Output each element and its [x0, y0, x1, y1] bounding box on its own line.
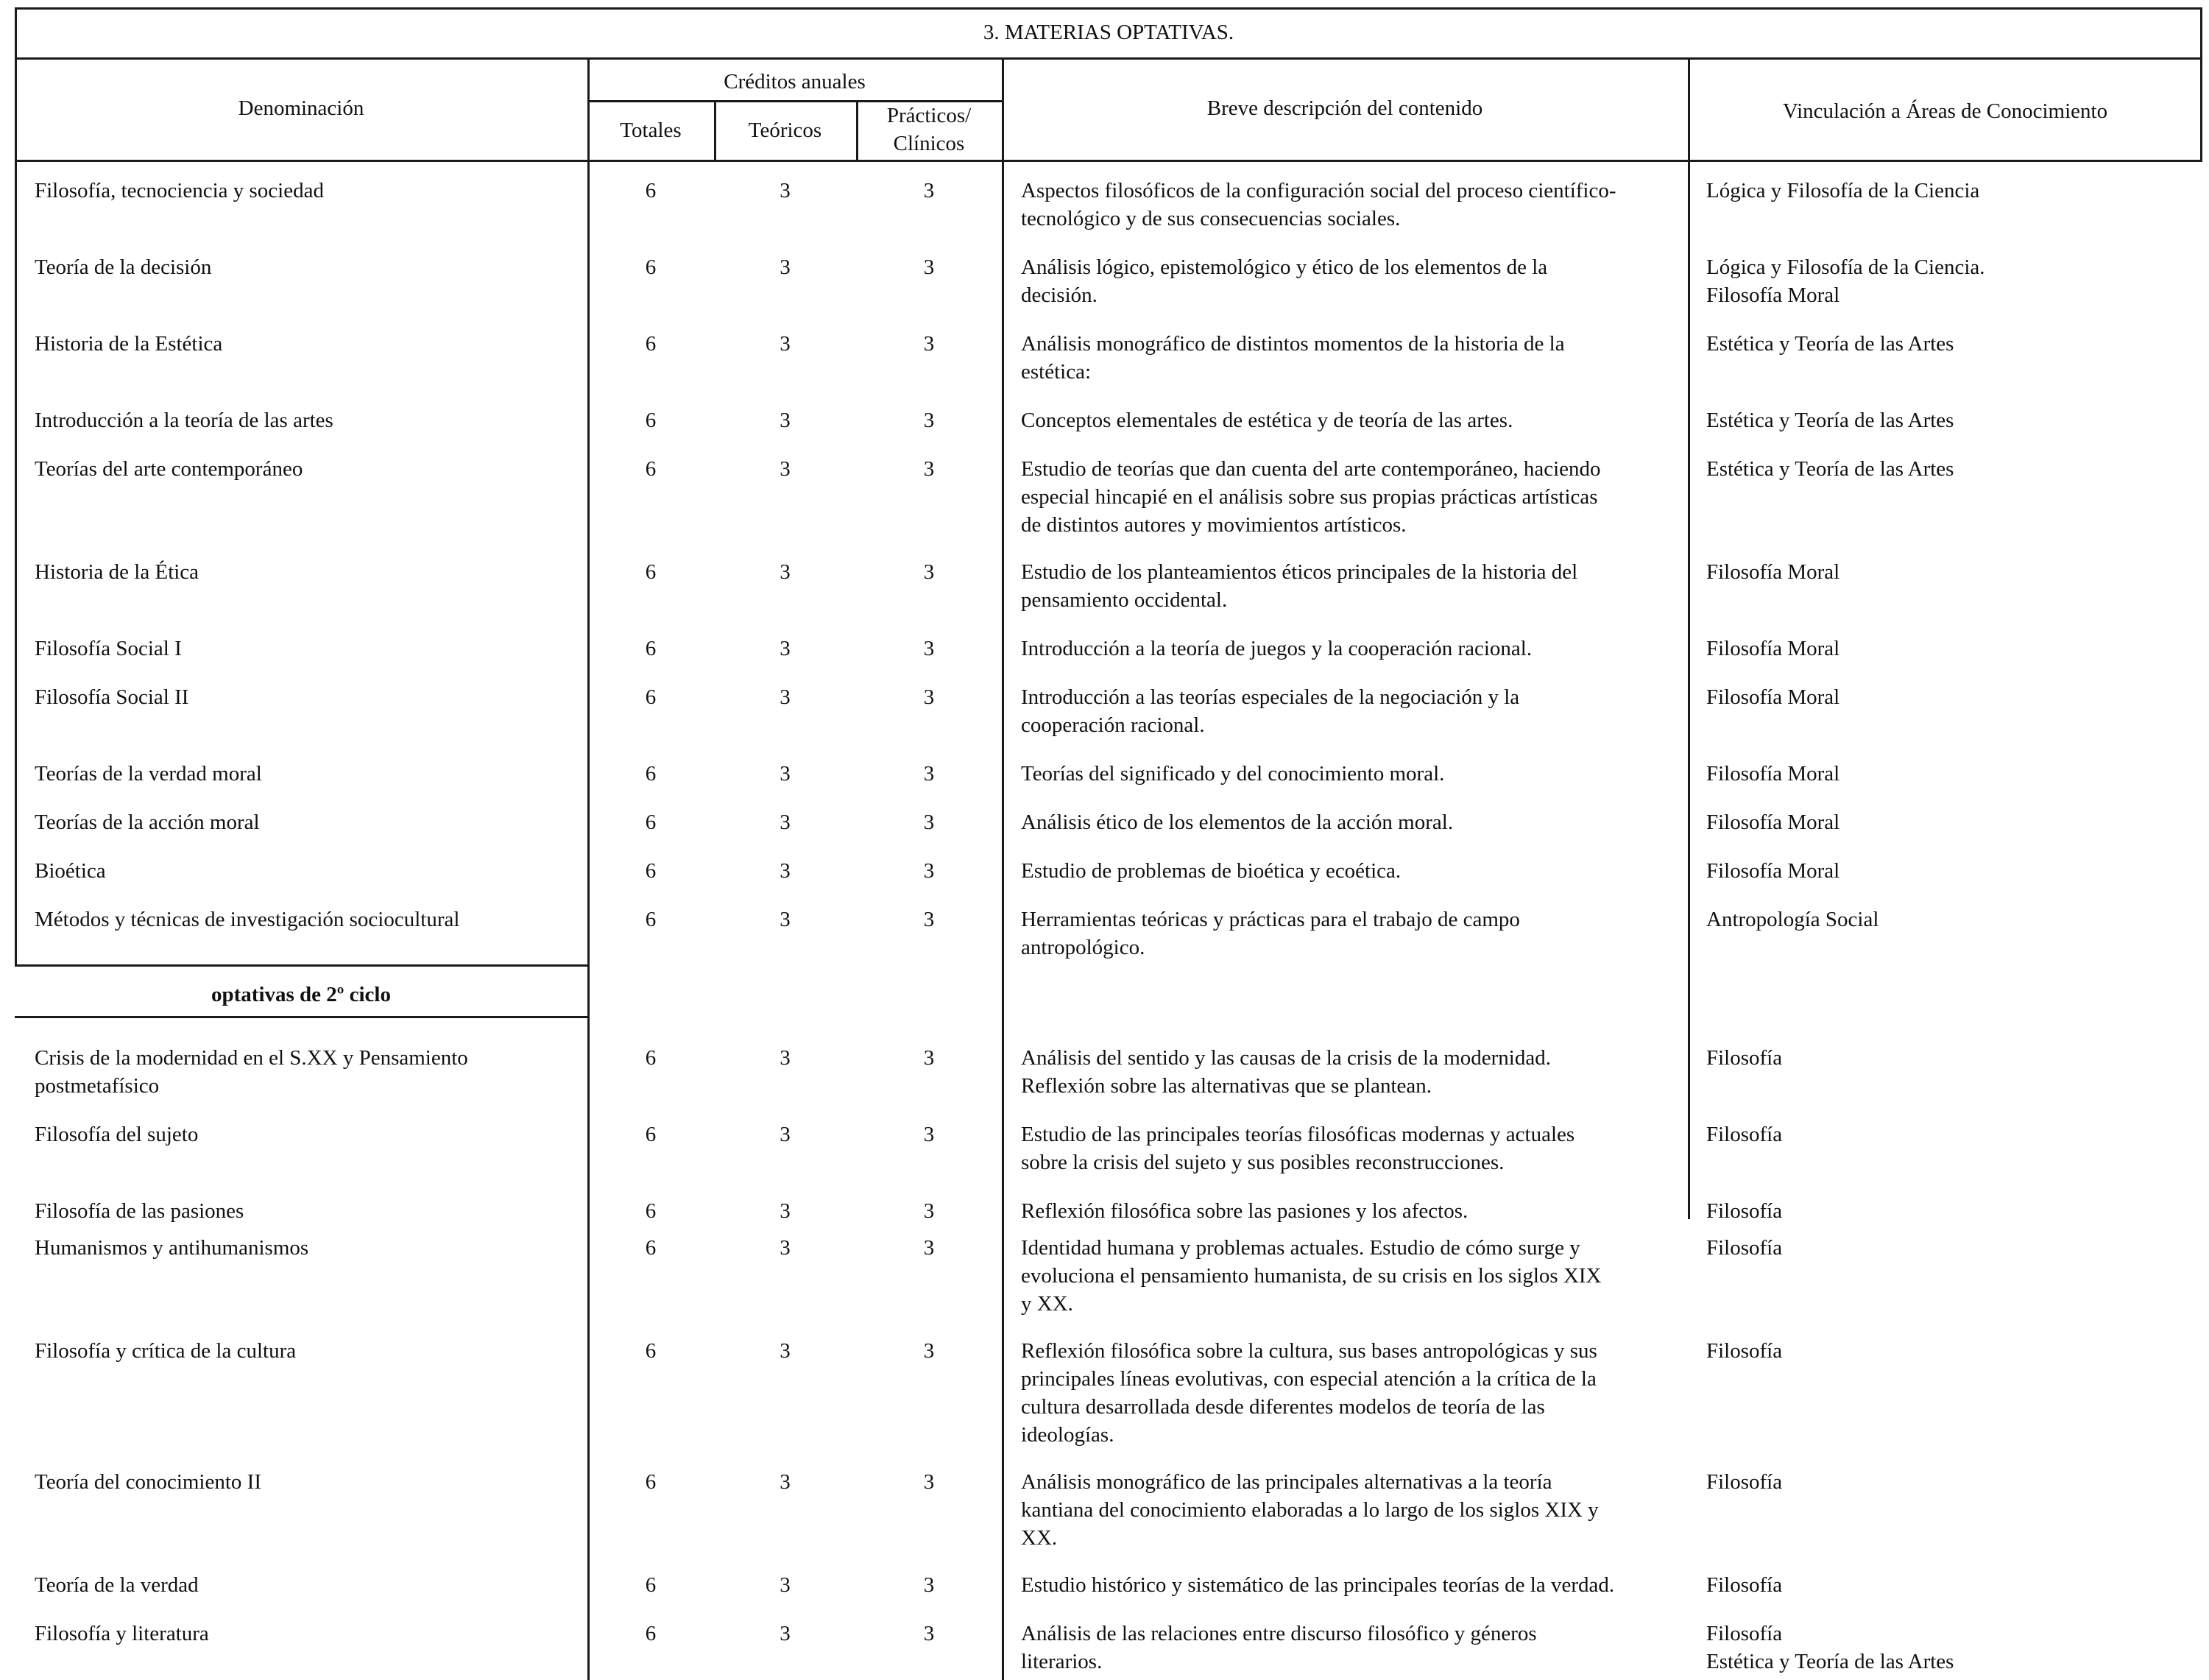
header-creditos: Créditos anuales — [724, 70, 866, 93]
cell-teoricos: 3 — [780, 255, 791, 279]
cell-descripcion: kantiana del conocimiento elaboradas a lo largo de los siglos XIX y — [1021, 1498, 1599, 1522]
cell-descripcion: sobre la crisis del sujeto y sus posibles reconstrucciones. — [1021, 1151, 1505, 1174]
header-practicos-line1: Prácticos/ — [886, 104, 972, 127]
cell-teoricos: 3 — [780, 859, 791, 883]
cell-descripcion: cooperación racional. — [1021, 713, 1205, 737]
cell-descripcion: ideologías. — [1021, 1423, 1114, 1447]
cell-teoricos: 3 — [780, 179, 791, 202]
cell-practicos: 3 — [923, 685, 935, 709]
cell-practicos: 3 — [923, 332, 935, 356]
cell-practicos: 3 — [923, 560, 935, 584]
header-descripcion: Breve descripción del contenido — [1206, 96, 1483, 120]
cell-denominacion: Teorías de la acción moral — [35, 811, 260, 834]
cell-totales: 6 — [645, 637, 657, 660]
cell-descripcion: Análisis monográfico de distintos momentos de la historia de la — [1021, 332, 1565, 356]
page-title: 3. MATERIAS OPTATIVAS. — [983, 21, 1234, 44]
cell-denominacion: postmetafísico — [35, 1074, 160, 1098]
cell-area: Estética y Teoría de las Artes — [1706, 409, 1954, 432]
cell-totales: 6 — [645, 762, 657, 786]
cell-teoricos: 3 — [780, 908, 791, 931]
rule-left — [15, 7, 17, 964]
cell-practicos: 3 — [923, 179, 935, 202]
cell-descripcion: de distintos autores y movimientos artísticos. — [1021, 513, 1407, 537]
cell-totales: 6 — [645, 1339, 657, 1363]
cell-denominacion: Teoría de la verdad — [35, 1573, 199, 1597]
cell-descripcion: Análisis monográfico de las principales alternativas a la teoría — [1021, 1470, 1552, 1494]
cell-practicos: 3 — [923, 637, 935, 660]
cell-totales: 6 — [645, 1046, 657, 1070]
cell-denominacion: Humanismos y antihumanismos — [35, 1236, 309, 1260]
cell-descripcion: especial hincapié en el análisis sobre sus propias prácticas artísticas — [1021, 485, 1598, 509]
cell-practicos: 3 — [923, 762, 935, 786]
cell-denominacion: Teoría del conocimiento II — [35, 1470, 261, 1494]
cell-area: Filosofía — [1706, 1046, 1783, 1070]
cell-descripcion: estética: — [1021, 360, 1092, 384]
header-totales: Totales — [620, 119, 682, 142]
header-teoricos: Teóricos — [748, 119, 822, 142]
cell-area: Filosofía Moral — [1706, 762, 1840, 786]
cell-teoricos: 3 — [780, 1046, 791, 1070]
cell-descripcion: Estudio de las principales teorías filosóficas modernas y actuales — [1021, 1123, 1575, 1146]
section-label-2-ciclo: optativas de 2º ciclo — [211, 983, 391, 1006]
cell-denominacion: Filosofía del sujeto — [35, 1123, 199, 1146]
cell-totales: 6 — [645, 908, 657, 931]
cell-descripcion: pensamiento occidental. — [1021, 588, 1228, 612]
cell-practicos: 3 — [923, 1236, 935, 1260]
cell-totales: 6 — [645, 1199, 657, 1223]
cell-teoricos: 3 — [780, 1199, 791, 1223]
cell-totales: 6 — [645, 859, 657, 883]
cell-practicos: 3 — [923, 1470, 935, 1494]
cell-area: Filosofía — [1706, 1470, 1783, 1494]
cell-teoricos: 3 — [780, 811, 791, 834]
cell-practicos: 3 — [923, 1573, 935, 1597]
cell-teoricos: 3 — [780, 457, 791, 481]
cell-area: Filosofía — [1706, 1236, 1783, 1260]
cell-descripcion: Aspectos filosóficos de la configuración social del proceso científico- — [1021, 179, 1616, 202]
rule-title-bottom — [15, 57, 2202, 60]
cell-teoricos: 3 — [780, 409, 791, 432]
cell-descripcion: y XX. — [1021, 1292, 1073, 1316]
cell-denominacion: Filosofía Social I — [35, 637, 182, 660]
cell-descripcion: principales líneas evolutivas, con especial atención a la crítica de la — [1021, 1367, 1597, 1391]
rule-header-bottom — [15, 160, 2202, 162]
cell-totales: 6 — [645, 560, 657, 584]
cell-descripcion: evoluciona el pensamiento humanista, de su crisis en los siglos XIX — [1021, 1264, 1602, 1288]
cell-descripcion: Análisis de las relaciones entre discurso filosófico y géneros — [1021, 1622, 1537, 1645]
cell-denominacion: Introducción a la teoría de las artes — [35, 409, 333, 432]
cell-practicos: 3 — [923, 1622, 935, 1645]
cell-practicos: 3 — [923, 1339, 935, 1363]
cell-totales: 6 — [645, 332, 657, 356]
cell-practicos: 3 — [923, 811, 935, 834]
cell-practicos: 3 — [923, 908, 935, 931]
cell-area: Filosofía Moral — [1706, 685, 1840, 709]
header-vinculacion: Vinculación a Áreas de Conocimiento — [1782, 99, 2108, 123]
cell-descripcion: Identidad humana y problemas actuales. Estudio de cómo surge y — [1021, 1236, 1580, 1260]
cell-descripcion: cultura desarrollada desde diferentes modelos de teoría de las — [1021, 1395, 1545, 1419]
cell-practicos: 3 — [923, 1199, 935, 1223]
cell-teoricos: 3 — [780, 1622, 791, 1645]
rule-section-top — [15, 964, 588, 967]
cell-denominacion: Filosofía y crítica de la cultura — [35, 1339, 297, 1363]
cell-descripcion: Introducción a la teoría de juegos y la cooperación racional. — [1021, 637, 1533, 660]
cell-area: Estética y Teoría de las Artes — [1706, 1650, 1954, 1673]
cell-denominacion: Filosofía, tecnociencia y sociedad — [35, 179, 324, 202]
cell-area: Estética y Teoría de las Artes — [1706, 332, 1954, 356]
cell-descripcion: decisión. — [1021, 283, 1098, 307]
cell-teoricos: 3 — [780, 1339, 791, 1363]
cell-descripcion: antropológico. — [1021, 936, 1145, 959]
cell-descripcion: Reflexión filosófica sobre la cultura, sus bases antropológicas y sus — [1021, 1339, 1597, 1363]
cell-descripcion: XX. — [1021, 1526, 1058, 1550]
cell-practicos: 3 — [923, 255, 935, 279]
cell-totales: 6 — [645, 1123, 657, 1146]
cell-descripcion: Estudio de los planteamientos éticos principales de la historia del — [1021, 560, 1578, 584]
cell-practicos: 3 — [923, 409, 935, 432]
cell-descripcion: literarios. — [1021, 1650, 1103, 1673]
cell-teoricos: 3 — [780, 685, 791, 709]
cell-totales: 6 — [645, 1622, 657, 1645]
header-denominacion: Denominación — [238, 96, 364, 120]
cell-descripcion: Teorías del significado y del conocimiento moral. — [1021, 762, 1445, 786]
cell-denominacion: Filosofía y literatura — [35, 1622, 209, 1645]
cell-descripcion: Reflexión sobre las alternativas que se plantean. — [1021, 1074, 1432, 1098]
cell-descripcion: tecnológico y de sus consecuencias sociales. — [1021, 207, 1401, 230]
cell-descripcion: Análisis ético de los elementos de la acción moral. — [1021, 811, 1454, 834]
cell-descripcion: Estudio de problemas de bioética y ecoética. — [1021, 859, 1402, 883]
cell-totales: 6 — [645, 1236, 657, 1260]
cell-area: Filosofía Moral — [1706, 283, 1840, 307]
cell-descripcion: Conceptos elementales de estética y de teoría de las artes. — [1021, 409, 1513, 432]
cell-totales: 6 — [645, 255, 657, 279]
cell-teoricos: 3 — [780, 1573, 791, 1597]
cell-teoricos: 3 — [780, 762, 791, 786]
cell-denominacion: Historia de la Estética — [35, 332, 223, 356]
cell-descripcion: Análisis del sentido y las causas de la crisis de la modernidad. — [1021, 1046, 1551, 1070]
cell-teoricos: 3 — [780, 1470, 791, 1494]
cell-area: Estética y Teoría de las Artes — [1706, 457, 1954, 481]
cell-totales: 6 — [645, 457, 657, 481]
rule-section-bottom — [15, 1016, 588, 1018]
cell-teoricos: 3 — [780, 332, 791, 356]
rule-col-4 — [1002, 57, 1004, 1680]
cell-area: Filosofía Moral — [1706, 560, 1840, 584]
cell-denominacion: Teoría de la decisión — [35, 255, 212, 279]
cell-practicos: 3 — [923, 1123, 935, 1146]
cell-descripcion: Análisis lógico, epistemológico y ético de los elementos de la — [1021, 255, 1548, 279]
cell-area: Filosofía — [1706, 1199, 1783, 1223]
cell-area: Lógica y Filosofía de la Ciencia — [1706, 179, 1980, 202]
cell-area: Filosofía — [1706, 1573, 1783, 1597]
cell-denominacion: Bioética — [35, 859, 106, 883]
cell-denominacion: Teorías de la verdad moral — [35, 762, 262, 786]
cell-area: Filosofía — [1706, 1339, 1783, 1363]
cell-area: Filosofía Moral — [1706, 859, 1840, 883]
cell-area: Filosofía Moral — [1706, 811, 1840, 834]
cell-descripcion: Reflexión filosófica sobre las pasiones y los afectos. — [1021, 1199, 1468, 1223]
cell-teoricos: 3 — [780, 1123, 791, 1146]
cell-denominacion: Filosofía de las pasiones — [35, 1199, 244, 1223]
cell-area: Lógica y Filosofía de la Ciencia. — [1706, 255, 1985, 279]
cell-denominacion: Historia de la Ética — [35, 560, 199, 584]
rule-col-5 — [1688, 57, 1690, 1219]
cell-descripcion: Estudio histórico y sistemático de las principales teorías de la verdad. — [1021, 1573, 1615, 1597]
cell-area: Filosofía — [1706, 1123, 1783, 1146]
cell-descripcion: Introducción a las teorías especiales de la negociación y la — [1021, 685, 1520, 709]
cell-teoricos: 3 — [780, 1236, 791, 1260]
cell-area: Filosofía Moral — [1706, 637, 1840, 660]
cell-totales: 6 — [645, 685, 657, 709]
cell-practicos: 3 — [923, 859, 935, 883]
cell-denominacion: Filosofía Social II — [35, 685, 189, 709]
cell-descripcion: Herramientas teóricas y prácticas para el trabajo de campo — [1021, 908, 1520, 931]
cell-denominacion: Teorías del arte contemporáneo — [35, 457, 303, 481]
cell-teoricos: 3 — [780, 637, 791, 660]
cell-totales: 6 — [645, 1470, 657, 1494]
cell-practicos: 3 — [923, 457, 935, 481]
cell-area: Filosofía — [1706, 1622, 1783, 1645]
header-practicos-line2: Clínicos — [893, 132, 965, 155]
cell-teoricos: 3 — [780, 560, 791, 584]
cell-denominacion: Crisis de la modernidad en el S.XX y Pensamiento — [35, 1046, 468, 1070]
cell-area: Antropología Social — [1706, 908, 1879, 931]
cell-practicos: 3 — [923, 1046, 935, 1070]
cell-totales: 6 — [645, 179, 657, 202]
rule-top — [15, 7, 2202, 10]
cell-totales: 6 — [645, 1573, 657, 1597]
cell-totales: 6 — [645, 811, 657, 834]
cell-denominacion: Métodos y técnicas de investigación sociocultural — [35, 908, 460, 931]
cell-descripcion: Estudio de teorías que dan cuenta del arte contemporáneo, haciendo — [1021, 457, 1601, 481]
cell-totales: 6 — [645, 409, 657, 432]
